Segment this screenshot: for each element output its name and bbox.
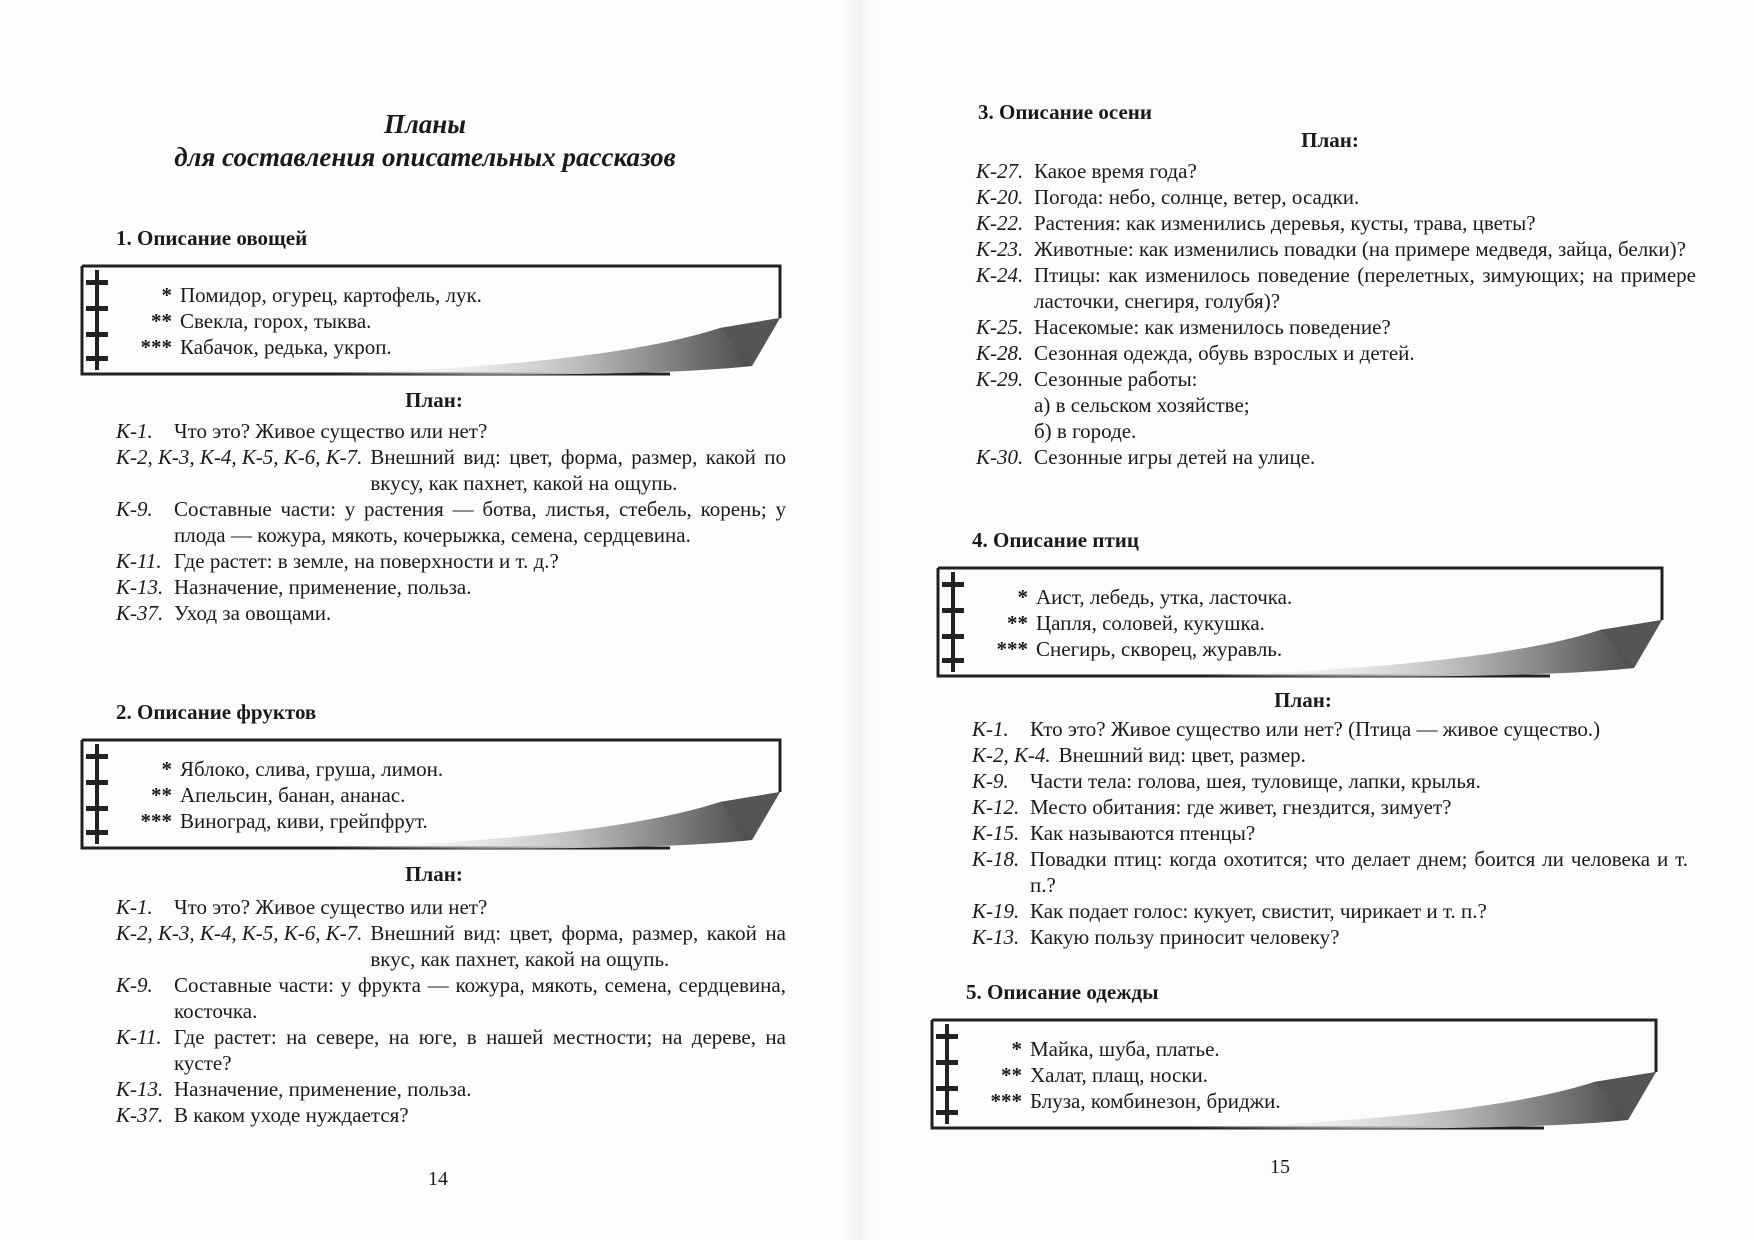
plan-item bbox=[116, 496, 786, 548]
plan-text: Внешний вид: цвет, размер. bbox=[1058, 743, 1306, 767]
plan-item bbox=[976, 314, 1696, 340]
plan-text: Погода: небо, солнце, ветер, осадки. bbox=[1034, 185, 1360, 209]
card-row-text: Яблоко, слива, груша, лимон. bbox=[180, 757, 444, 781]
plan-code: К-13. bbox=[116, 1077, 164, 1101]
card-row bbox=[130, 782, 748, 808]
spiral-binding-icon bbox=[86, 744, 108, 844]
page-title-line2: для составления описательных рассказов bbox=[174, 142, 676, 172]
plan-item bbox=[976, 262, 1696, 314]
card-row-text: Халат, плащ, носки. bbox=[1030, 1063, 1209, 1087]
plan-text: Составные части: у фрукта — кожура, мякоть, семена, сердцевина, косточка. bbox=[174, 973, 786, 1023]
plan-code: К-19. bbox=[972, 899, 1020, 923]
plan-code: К-22. bbox=[976, 211, 1024, 235]
plan-text: Внешний вид: цвет, форма, размер, какой по вкусу, как пахнет, какой на ощупь. bbox=[370, 445, 786, 495]
difficulty-stars: *** bbox=[140, 809, 172, 833]
plan-subitem bbox=[976, 392, 1696, 418]
plan-text: Насекомые: как изменилось поведение? bbox=[1034, 315, 1391, 339]
plan-code: К-25. bbox=[976, 315, 1024, 339]
card-row-text: Цапля, соловей, кукушка. bbox=[1036, 611, 1265, 635]
plan-text: Животные: как изменились повадки (на примере медведя, зайца, белки)? bbox=[1034, 237, 1686, 261]
difficulty-stars: * bbox=[1011, 1037, 1022, 1061]
plan-text: Как подает голос: кукует, свистит, чирикает и т. п.? bbox=[1030, 899, 1487, 923]
plan-code: К-12. bbox=[972, 795, 1020, 819]
plan-text: Части тела: голова, шея, туловище, лапки, крылья. bbox=[1030, 769, 1481, 793]
plan-item bbox=[116, 920, 786, 972]
plan-heading: План: bbox=[1301, 128, 1359, 152]
plan-heading: План: bbox=[405, 388, 463, 412]
plan-code: К-2, К-3, К-4, К-5, К-6, К-7. bbox=[116, 921, 363, 945]
plan-code: К-37. bbox=[116, 1103, 164, 1127]
plan-list-birds bbox=[972, 716, 1688, 950]
card-row bbox=[986, 636, 1630, 662]
plan-item bbox=[116, 548, 786, 574]
card-birds bbox=[936, 564, 1670, 680]
plan-code: К-11. bbox=[116, 549, 162, 573]
spiral-binding-icon bbox=[942, 572, 964, 672]
difficulty-stars: *** bbox=[990, 1089, 1022, 1113]
plan-text: Сезонная одежда, обувь взрослых и детей. bbox=[1034, 341, 1415, 365]
plan-item bbox=[972, 924, 1688, 950]
plan-code: К-9. bbox=[116, 973, 153, 997]
card-row bbox=[130, 334, 748, 360]
plan-text: а) в сельском хозяйстве; bbox=[1034, 393, 1250, 417]
section-heading-clothes: 5. Описание одежды bbox=[966, 980, 1159, 1004]
plan-item bbox=[976, 366, 1696, 392]
card-row-text: Блуза, комбинезон, бриджи. bbox=[1030, 1089, 1281, 1113]
section-heading-birds: 4. Описание птиц bbox=[972, 528, 1139, 552]
plan-code: К-11. bbox=[116, 1025, 162, 1049]
plan-text: Какую пользу приносит человеку? bbox=[1030, 925, 1340, 949]
card-row-text: Свекла, горох, тыква. bbox=[180, 309, 372, 333]
difficulty-stars: ** bbox=[151, 309, 172, 333]
card-row bbox=[980, 1062, 1624, 1088]
plan-item bbox=[976, 158, 1696, 184]
plan-text: Назначение, применение, польза. bbox=[174, 1077, 472, 1101]
difficulty-stars: *** bbox=[140, 335, 172, 359]
plan-text: Что это? Живое существо или нет? bbox=[174, 419, 488, 443]
plan-item bbox=[116, 972, 786, 1024]
plan-list-autumn bbox=[976, 158, 1696, 470]
plan-code: К-1. bbox=[972, 717, 1009, 741]
card-row bbox=[980, 1036, 1624, 1062]
plan-item bbox=[972, 716, 1688, 742]
card-items bbox=[130, 756, 748, 834]
plan-item bbox=[116, 574, 786, 600]
plan-code: К-1. bbox=[116, 419, 153, 443]
plan-item bbox=[972, 768, 1688, 794]
plan-list-fruits bbox=[116, 894, 786, 1128]
plan-text: б) в городе. bbox=[1034, 419, 1137, 443]
plan-code: К-13. bbox=[972, 925, 1020, 949]
plan-item bbox=[116, 1076, 786, 1102]
plan-item bbox=[976, 236, 1696, 262]
difficulty-stars: ** bbox=[1007, 611, 1028, 635]
plan-text: Птицы: как изменилось поведение (перелетных, зимующих; на примере ласточки, снегиря, голубя)? bbox=[1034, 263, 1696, 313]
plan-code: К-2, К-3, К-4, К-5, К-6, К-7. bbox=[116, 445, 363, 469]
card-vegetables bbox=[80, 262, 788, 378]
page-title-line1: Планы bbox=[383, 109, 467, 139]
difficulty-stars: * bbox=[161, 283, 172, 307]
plan-item bbox=[976, 210, 1696, 236]
plan-item bbox=[972, 898, 1688, 924]
plan-text: Какое время года? bbox=[1034, 159, 1197, 183]
plan-text: Внешний вид: цвет, форма, размер, какой на вкус, как пахнет, какой на ощупь. bbox=[370, 921, 786, 971]
plan-code: К-24. bbox=[976, 263, 1024, 287]
plan-item bbox=[976, 184, 1696, 210]
plan-text: Где растет: на севере, на юге, в нашей местности; на дереве, на кусте? bbox=[174, 1025, 786, 1075]
plan-code: К-2, К-4. bbox=[972, 743, 1051, 767]
plan-heading: План: bbox=[1274, 688, 1332, 712]
plan-code: К-18. bbox=[972, 847, 1020, 871]
section-heading-fruits: 2. Описание фруктов bbox=[116, 700, 317, 724]
card-items bbox=[980, 1036, 1624, 1114]
plan-code: К-1. bbox=[116, 895, 153, 919]
card-items bbox=[130, 282, 748, 360]
card-row bbox=[130, 808, 748, 834]
section-heading-autumn: 3. Описание осени bbox=[978, 100, 1152, 124]
plan-item bbox=[116, 1102, 786, 1128]
difficulty-stars: ** bbox=[151, 783, 172, 807]
plan-item bbox=[116, 418, 786, 444]
card-row-text: Майка, шуба, платье. bbox=[1030, 1037, 1220, 1061]
card-row-text: Апельсин, банан, ананас. bbox=[180, 783, 406, 807]
difficulty-stars: *** bbox=[996, 637, 1028, 661]
plan-item bbox=[976, 444, 1696, 470]
plan-code: К-28. bbox=[976, 341, 1024, 365]
card-row bbox=[980, 1088, 1624, 1114]
plan-item bbox=[116, 600, 786, 626]
card-row-text: Снегирь, скворец, журавль. bbox=[1036, 637, 1283, 661]
plan-code: К-9. bbox=[972, 769, 1009, 793]
card-row-text: Виноград, киви, грейпфрут. bbox=[180, 809, 428, 833]
plan-item bbox=[972, 742, 1688, 768]
card-row bbox=[130, 756, 748, 782]
plan-text: Кто это? Живое существо или нет? (Птица — живое существо.) bbox=[1030, 717, 1601, 741]
plan-code: К-13. bbox=[116, 575, 164, 599]
plan-list-vegetables bbox=[116, 418, 786, 626]
card-row bbox=[986, 610, 1630, 636]
plan-code: К-27. bbox=[976, 159, 1024, 183]
plan-text: Место обитания: где живет, гнездится, зимует? bbox=[1030, 795, 1452, 819]
card-items bbox=[986, 584, 1630, 662]
plan-item bbox=[972, 846, 1688, 898]
plan-code: К-30. bbox=[976, 445, 1024, 469]
right-page bbox=[860, 0, 1754, 1240]
page-number: 15 bbox=[1270, 1156, 1290, 1178]
plan-text: Сезонные игры детей на улице. bbox=[1034, 445, 1316, 469]
card-row bbox=[130, 308, 748, 334]
card-row bbox=[130, 282, 748, 308]
card-row-text: Кабачок, редька, укроп. bbox=[180, 335, 392, 359]
plan-code: К-29. bbox=[976, 367, 1024, 391]
plan-item bbox=[116, 1024, 786, 1076]
card-row-text: Помидор, огурец, картофель, лук. bbox=[180, 283, 482, 307]
plan-text: Сезонные работы: bbox=[1034, 367, 1198, 391]
plan-item bbox=[116, 444, 786, 496]
plan-subitem bbox=[976, 418, 1696, 444]
card-row-text: Аист, лебедь, утка, ласточка. bbox=[1036, 585, 1293, 609]
plan-code: К-9. bbox=[116, 497, 153, 521]
plan-code bbox=[976, 418, 1034, 444]
plan-item bbox=[972, 794, 1688, 820]
section-heading-vegetables: 1. Описание овощей bbox=[116, 226, 308, 250]
plan-text: Повадки птиц: когда охотится; что делает днем; боится ли человека и т. п.? bbox=[1030, 847, 1688, 897]
plan-text: Растения: как изменились деревья, кусты, трава, цветы? bbox=[1034, 211, 1536, 235]
plan-code bbox=[976, 392, 1034, 418]
plan-code: К-37. bbox=[116, 601, 164, 625]
plan-text: Уход за овощами. bbox=[174, 601, 332, 625]
card-fruits bbox=[80, 736, 788, 852]
plan-text: Как называются птенцы? bbox=[1030, 821, 1256, 845]
plan-text: Составные части: у растения — ботва, листья, стебель, корень; у плода — кожура, мякоть, кочерыжка, семена, сердцевина. bbox=[174, 497, 786, 547]
plan-heading: План: bbox=[405, 862, 463, 886]
plan-code: К-23. bbox=[976, 237, 1024, 261]
plan-code: К-20. bbox=[976, 185, 1024, 209]
left-page bbox=[0, 0, 860, 1240]
card-clothes bbox=[930, 1016, 1664, 1132]
card-row bbox=[986, 584, 1630, 610]
plan-text: Назначение, применение, польза. bbox=[174, 575, 472, 599]
difficulty-stars: ** bbox=[1001, 1063, 1022, 1087]
plan-item bbox=[976, 340, 1696, 366]
plan-text: В каком уходе нуждается? bbox=[174, 1103, 409, 1127]
plan-item bbox=[116, 894, 786, 920]
page-number: 14 bbox=[428, 1168, 448, 1190]
plan-text: Где растет: в земле, на поверхности и т. д.? bbox=[174, 549, 559, 573]
plan-text: Что это? Живое существо или нет? bbox=[174, 895, 488, 919]
difficulty-stars: * bbox=[161, 757, 172, 781]
difficulty-stars: * bbox=[1017, 585, 1028, 609]
plan-code: К-15. bbox=[972, 821, 1020, 845]
spiral-binding-icon bbox=[936, 1024, 958, 1124]
plan-item bbox=[972, 820, 1688, 846]
spiral-binding-icon bbox=[86, 270, 108, 370]
